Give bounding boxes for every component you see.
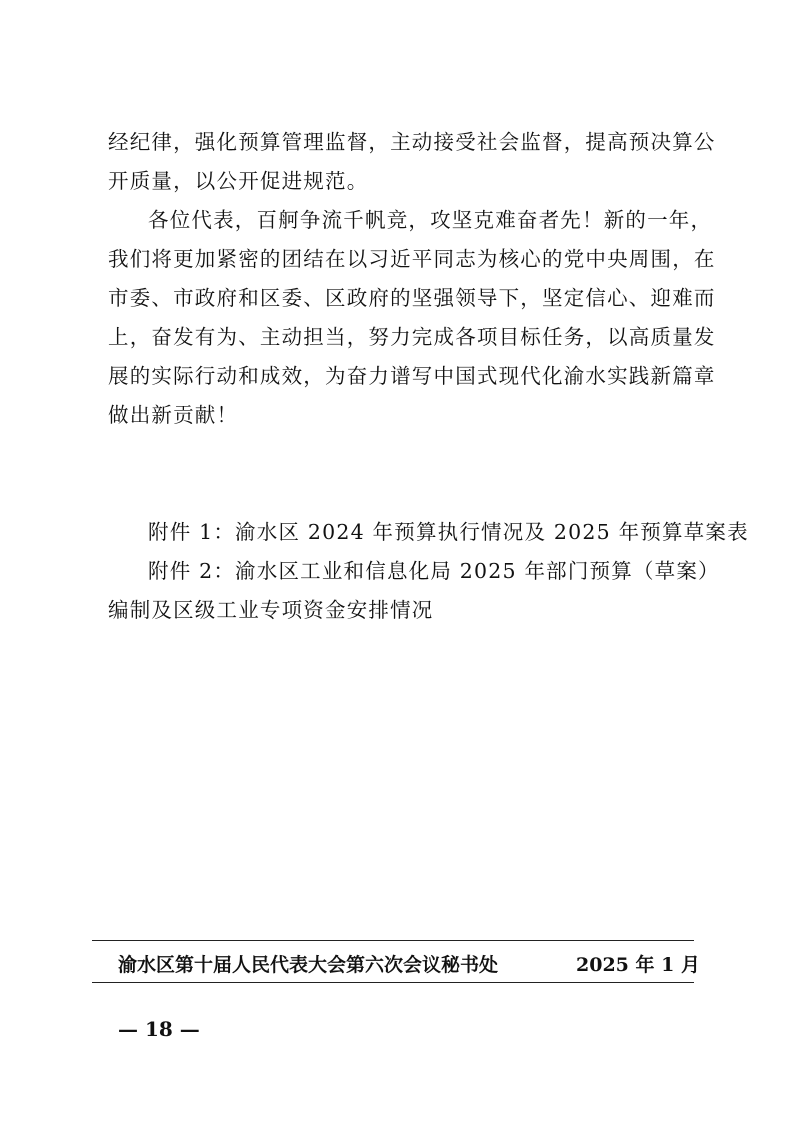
body-line-5: 市委、市政府和区委、区政府的坚强领导下，坚定信心、迎难而 bbox=[108, 286, 716, 310]
body-line-1: 经纪律，强化预算管理监督，主动接受社会监督，提高预决算公 bbox=[108, 130, 716, 154]
body-line-8: 做出新贡献！ bbox=[108, 403, 239, 427]
attachment-2-continued: 编制及区级工业专项资金安排情况 bbox=[108, 598, 434, 622]
attachment-2: 附件 2：渝水区工业和信息化局 2025 年部门预算（草案） bbox=[148, 559, 720, 583]
body-line-2: 开质量，以公开促进规范。 bbox=[108, 169, 369, 193]
footer-date: 2025 年 1 月 bbox=[576, 954, 700, 976]
body-line-7: 展的实际行动和成效，为奋力谱写中国式现代化渝水实践新篇章 bbox=[108, 364, 716, 388]
body-line-4: 我们将更加紧密的团结在以习近平同志为核心的党中央周围，在 bbox=[108, 247, 716, 271]
body-line-6: 上，奋发有为、主动担当，努力完成各项目标任务，以高质量发 bbox=[108, 325, 716, 349]
footer-bottom-rule bbox=[92, 982, 694, 983]
attachment-1: 附件 1：渝水区 2024 年预算执行情况及 2025 年预算草案表 bbox=[148, 520, 749, 544]
body-line-3: 各位代表，百舸争流千帆竞，攻坚克难奋者先！新的一年， bbox=[148, 208, 713, 232]
footer-top-rule bbox=[92, 940, 694, 941]
footer-issuer: 渝水区第十届人民代表大会第六次会议秘书处 bbox=[118, 954, 499, 976]
page-number: — 18 — bbox=[118, 1017, 200, 1041]
